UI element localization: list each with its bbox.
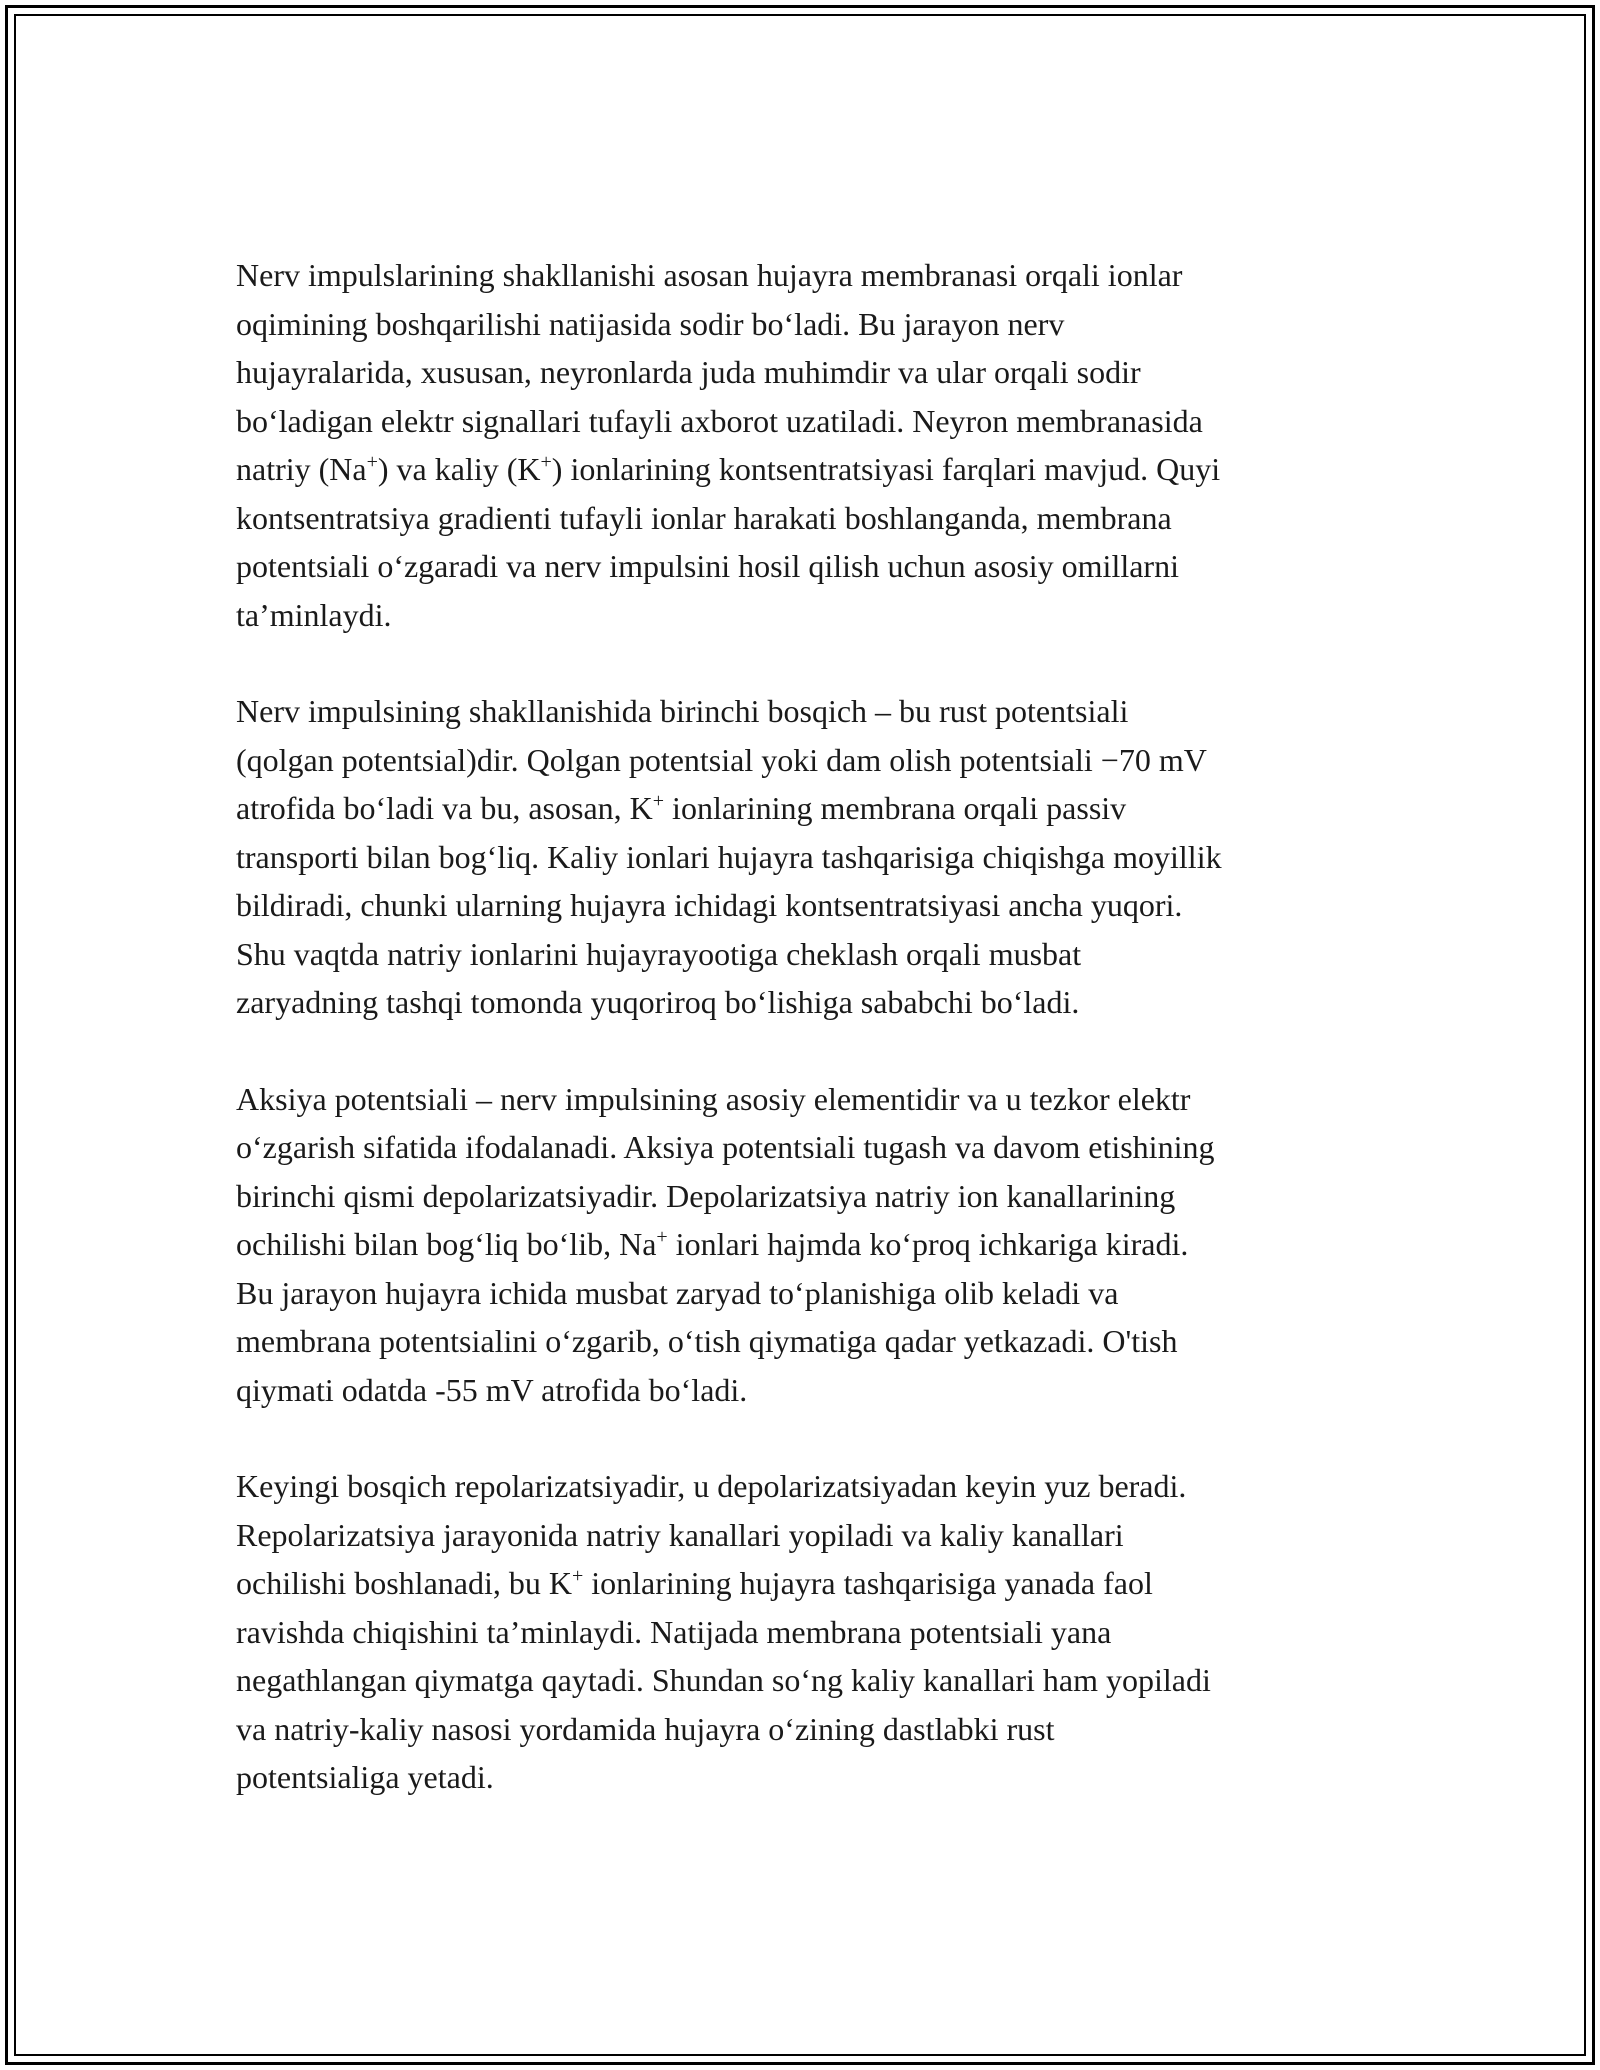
- text-line: [236, 1075, 1376, 1124]
- paragraph: [236, 1075, 1376, 1415]
- text-line: [236, 1172, 1376, 1221]
- text-line: [236, 445, 1376, 494]
- text-run: ) ionlarining kontsentratsiyasi farqlari mavjud. Quyi: [551, 451, 1221, 487]
- text-run: Shu vaqtda natriy ionlarini hujayrayootiga cheklash orqali musbat: [236, 935, 1082, 972]
- text-run: bildiradi, chunki ularning hujayra ichidagi kontsentratsiyasi ancha yuqori.: [236, 887, 1183, 923]
- text-line: [236, 1656, 1376, 1705]
- text-run: negathlangan qiymatga qaytadi. Shundan so‘ng kaliy kanallari ham yopiladi: [236, 1662, 1211, 1698]
- text-run: ) va kaliy (K: [377, 451, 541, 487]
- text-line: [236, 1705, 1376, 1754]
- text-line: [236, 300, 1376, 349]
- text-line: [236, 1220, 1376, 1269]
- text-run: Nerv impulsining shakllanishida birinchi bosqich – bu rust potentsiali: [236, 693, 1129, 729]
- text-line: [236, 1608, 1376, 1657]
- superscript: +: [656, 1226, 668, 1248]
- paragraph: [236, 251, 1376, 639]
- text-line: [236, 1462, 1376, 1511]
- superscript: +: [366, 451, 378, 473]
- text-run: Repolarizatsiya jarayonida natriy kanallari yopiladi va kaliy kanallari: [236, 1516, 1124, 1553]
- text-run: ionlarining hujayra tashqarisiga yanada faol: [583, 1565, 1153, 1601]
- text-line: [236, 881, 1376, 930]
- text-run: o‘zgarish sifatida ifodalanadi. Aksiya potentsiali tugash va davom etishining: [236, 1129, 1215, 1165]
- text-line: [236, 978, 1376, 1027]
- text-run: Bu jarayon hujayra ichida musbat zaryad to‘planishiga olib keladi va: [236, 1274, 1119, 1311]
- text-line: [236, 687, 1376, 736]
- text-line: [236, 1123, 1376, 1172]
- text-run: oqimining boshqarilishi natijasida sodir bo‘ladi. Bu jarayon nerv: [236, 305, 1065, 342]
- text-run: atrofida bo‘ladi va bu, asosan, K: [236, 790, 653, 826]
- text-run: ochilishi bilan bog‘liq bo‘lib, Na: [236, 1226, 657, 1262]
- text-line: [236, 784, 1376, 833]
- text-run: ionlari hajmda ko‘proq ichkariga kiradi.: [667, 1226, 1189, 1262]
- text-run: va natriy-kaliy nasosi yordamida hujayra o‘zining dastlabki rust: [236, 1710, 1055, 1747]
- text-line: [236, 348, 1376, 397]
- text-line: [236, 1511, 1376, 1560]
- text-line: [236, 591, 1376, 640]
- paragraph: [236, 687, 1376, 1027]
- text-line: [236, 1269, 1376, 1318]
- text-run: ionlarining membrana orqali passiv: [664, 790, 1127, 826]
- text-run: qiymati odatda -55 mV atrofida bo‘ladi.: [236, 1371, 748, 1408]
- text-line: [236, 1753, 1376, 1802]
- text-line: [236, 1366, 1376, 1415]
- text-line: [236, 251, 1376, 300]
- text-run: membrana potentsialini o‘zgarib, o‘tish qiymatiga qadar yetkazadi. O'tish: [236, 1323, 1178, 1359]
- text-line: [236, 930, 1376, 979]
- document-body: [236, 251, 1376, 1850]
- text-line: [236, 833, 1376, 882]
- text-line: [236, 542, 1376, 591]
- text-line: [236, 494, 1376, 543]
- text-run: birinchi qismi depolarizatsiyadir. Depolarizatsiya natriy ion kanallarining: [236, 1177, 1176, 1214]
- text-run: Nerv impulslarining shakllanishi asosan hujayra membranasi orqali ionlar: [236, 257, 1183, 293]
- text-run: ochilishi boshlanadi, bu K: [236, 1565, 572, 1601]
- superscript: +: [571, 1565, 584, 1587]
- text-run: natriy (Na: [236, 451, 367, 487]
- text-run: Keyingi bosqich repolarizatsiyadir, u depolarizatsiyadan keyin yuz beradi.: [236, 1468, 1187, 1504]
- text-run: ravishda chiqishini ta’minlaydi. Natijada membrana potentsiali yana: [236, 1613, 1112, 1650]
- text-run: potentsialiga yetadi.: [236, 1759, 494, 1795]
- text-run: hujayralarida, xususan, neyronlarda juda muhimdir va ular orqali sodir: [236, 354, 1141, 390]
- text-line: [236, 1317, 1376, 1366]
- text-run: zaryadning tashqi tomonda yuqoriroq bo‘lishiga sababchi bo‘ladi.: [236, 984, 1080, 1020]
- text-run: kontsentratsiya gradienti tufayli ionlar harakati boshlanganda, membrana: [236, 499, 1172, 536]
- superscript: +: [652, 790, 665, 812]
- text-line: [236, 397, 1376, 446]
- superscript: +: [540, 451, 552, 473]
- text-run: transporti bilan bog‘liq. Kaliy ionlari hujayra tashqarisiga chiqishga moyillik: [236, 838, 1222, 875]
- text-run: ta’minlaydi.: [236, 596, 392, 633]
- text-line: [236, 736, 1376, 785]
- text-line: [236, 1559, 1376, 1608]
- text-run: bo‘ladigan elektr signallari tufayli axborot uzatiladi. Neyron membranasida: [236, 402, 1203, 439]
- text-run: potentsiali o‘zgaradi va nerv impulsini hosil qilish uchun asosiy omillarni: [236, 548, 1179, 584]
- paragraph: [236, 1462, 1376, 1802]
- text-run: Aksiya potentsiali – nerv impulsining asosiy elementidir va u tezkor elektr: [236, 1080, 1191, 1117]
- text-run: (qolgan potentsial)dir. Qolgan potentsial yoki dam olish potentsiali −70 mV: [236, 741, 1207, 778]
